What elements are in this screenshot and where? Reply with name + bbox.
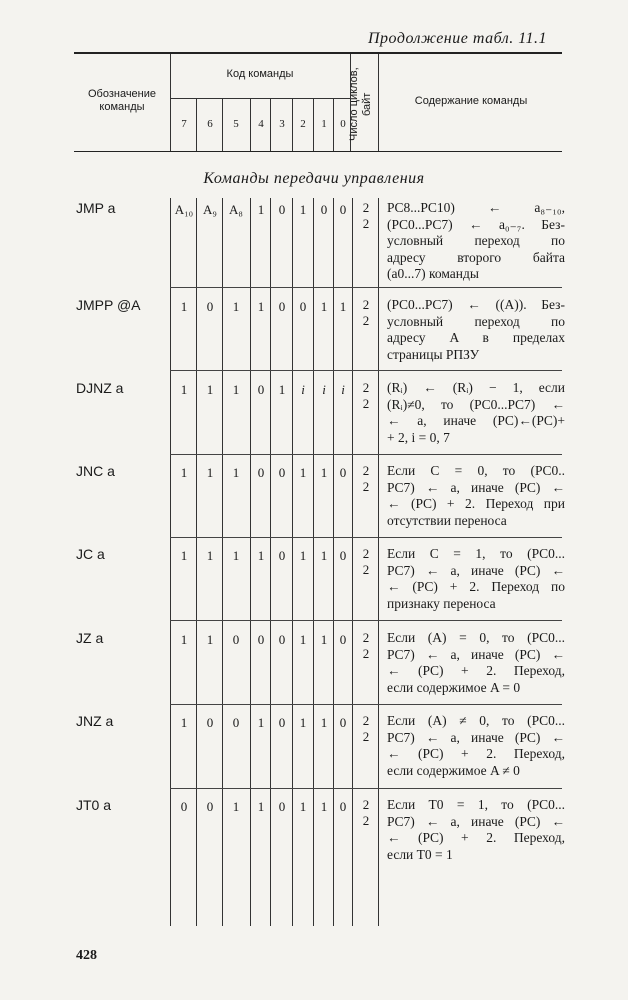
description-line: Если (A) = 0, то (PC0... xyxy=(387,630,565,645)
header-bit: 7 xyxy=(181,118,187,130)
opcode-bit: 1 xyxy=(257,799,265,814)
description-line: (Rᵢ) ← (Rᵢ) − 1, если xyxy=(387,380,565,395)
opcode-bit: 1 xyxy=(299,548,307,563)
opcode-bit: A₉ xyxy=(203,202,217,217)
opcode-bit: 1 xyxy=(320,548,328,563)
section-title: Команды передачи управления xyxy=(203,170,425,187)
opcode-bit: i xyxy=(322,382,326,397)
bytes-value: 2 xyxy=(362,646,370,661)
opcode-bit: 1 xyxy=(232,548,240,563)
bytes-value: 2 xyxy=(362,562,370,577)
opcode-bit: 1 xyxy=(206,382,214,397)
description-line: PC7) ← a, иначе (PC) ← xyxy=(387,646,565,662)
header-bit: 0 xyxy=(340,118,346,130)
command-description xyxy=(387,463,565,529)
opcode-bit: 1 xyxy=(320,299,328,314)
header-divider xyxy=(378,54,379,151)
header-bit: 4 xyxy=(258,118,264,130)
opcode-bit: i xyxy=(301,382,305,397)
command-description xyxy=(387,200,565,283)
cycles-value: 2 xyxy=(362,380,370,395)
opcode-bit: 0 xyxy=(257,632,265,647)
description-line: Если (A) ≠ 0, то (PC0... xyxy=(387,713,565,728)
opcode-bit: 1 xyxy=(299,465,307,480)
description-line: признаку переноса xyxy=(387,595,496,611)
opcode-bit: 0 xyxy=(320,202,328,217)
opcode-bit: 0 xyxy=(339,465,347,480)
opcode-bit: 1 xyxy=(232,299,240,314)
header-cycles: Число циклов, байт xyxy=(348,67,373,141)
description-line: PC7) ← a, иначе (PC) ← xyxy=(387,729,565,745)
opcode-bit: 0 xyxy=(339,632,347,647)
opcode-bit: 0 xyxy=(299,299,307,314)
description-line: PC7) ← a, иначе (PC) ← xyxy=(387,479,565,495)
cycles-bytes xyxy=(356,713,376,745)
opcode-bit: 1 xyxy=(320,799,328,814)
grid-line xyxy=(170,198,171,926)
description-line: PC8...PC10) ← a₈₋₁₀, xyxy=(387,200,565,215)
description-line: PC7) ← a, иначе (PC) ← xyxy=(387,562,565,578)
description-line: PC7) ← a, иначе (PC) ← xyxy=(387,813,565,829)
opcode-bit: 1 xyxy=(320,715,328,730)
row-separator xyxy=(170,537,562,538)
command-mnemonic: JC a xyxy=(76,546,105,562)
opcode-bit: 0 xyxy=(278,799,286,814)
bytes-value: 2 xyxy=(362,396,370,411)
opcode-bit: 0 xyxy=(206,799,214,814)
bytes-value: 2 xyxy=(362,813,370,828)
opcode-bit: i xyxy=(341,382,345,397)
opcode-bit: 1 xyxy=(232,799,240,814)
row-separator xyxy=(170,370,562,371)
command-mnemonic: JT0 a xyxy=(76,797,112,813)
opcode-bit: 1 xyxy=(257,548,265,563)
opcode-bit: 1 xyxy=(339,299,347,314)
header-content: Содержание команды xyxy=(414,95,528,107)
bytes-value: 2 xyxy=(362,479,370,494)
cycles-bytes xyxy=(356,797,376,829)
description-line: Если C = 1, то (PC0... xyxy=(387,546,565,561)
command-description xyxy=(387,797,565,863)
description-line: ← (PC) + 2. Переход при xyxy=(387,496,565,511)
opcode-bit: 0 xyxy=(339,202,347,217)
header-bit: 1 xyxy=(321,118,327,130)
cycles-bytes xyxy=(356,546,376,578)
description-line: если T0 = 1 xyxy=(387,846,453,862)
opcode-bit: 1 xyxy=(299,715,307,730)
opcode-bit: 1 xyxy=(206,465,214,480)
bytes-value: 2 xyxy=(362,729,370,744)
opcode-bit: 0 xyxy=(278,202,286,217)
description-line: (PC0...PC7) ← ((A)). Без- xyxy=(387,297,565,312)
header-opcode: Код команды xyxy=(226,68,294,80)
description-line: Если T0 = 1, то (PC0... xyxy=(387,797,565,812)
opcode-bit: 1 xyxy=(180,382,188,397)
description-line: отсутствии переноса xyxy=(387,512,507,528)
cycles-bytes xyxy=(356,380,376,412)
header-divider xyxy=(170,98,350,99)
opcode-bit: 1 xyxy=(320,465,328,480)
description-line: условный переход по xyxy=(387,313,565,329)
opcode-bit: 1 xyxy=(180,465,188,480)
opcode-bit: 1 xyxy=(206,548,214,563)
cycles-value: 2 xyxy=(362,546,370,561)
command-mnemonic: JMPP @A xyxy=(76,297,141,313)
header-top-rule xyxy=(74,52,562,54)
cycles-bytes xyxy=(356,200,376,232)
opcode-bit: 1 xyxy=(180,548,188,563)
opcode-bit: A₁₀ xyxy=(174,202,194,217)
cycles-value: 2 xyxy=(362,200,370,215)
opcode-bit: 0 xyxy=(278,715,286,730)
description-line: (Rᵢ)≠0, то (PC0...PC7) ← xyxy=(387,396,565,412)
opcode-bit: 0 xyxy=(278,632,286,647)
description-line: страницы РПЗУ xyxy=(387,346,480,362)
description-line: адресу второго байта xyxy=(387,249,565,265)
header-bit: 6 xyxy=(207,118,213,130)
opcode-bit: 0 xyxy=(278,465,286,480)
header-bit: 5 xyxy=(233,118,239,130)
opcode-bit: 1 xyxy=(257,202,265,217)
opcode-bit: 0 xyxy=(257,465,265,480)
description-line: + 2, i = 0, 7 xyxy=(387,429,450,445)
description-line: если содержимое A ≠ 0 xyxy=(387,762,520,778)
command-description xyxy=(387,713,565,779)
grid-line xyxy=(222,198,223,926)
opcode-bit: 1 xyxy=(206,632,214,647)
opcode-bit: 1 xyxy=(232,465,240,480)
header-divider xyxy=(222,98,223,151)
description-line: (a0...7) команды xyxy=(387,266,479,281)
command-mnemonic: JNC a xyxy=(76,463,115,479)
command-description xyxy=(387,380,565,446)
grid-line xyxy=(378,198,379,926)
bytes-value: 2 xyxy=(362,313,370,328)
page-number: 428 xyxy=(76,948,97,963)
opcode-bit: 0 xyxy=(278,299,286,314)
grid-line xyxy=(196,198,197,926)
header-bit: 2 xyxy=(300,118,306,130)
opcode-bit: 0 xyxy=(257,382,265,397)
command-description xyxy=(387,297,565,363)
header-divider xyxy=(196,98,197,151)
opcode-bit: 1 xyxy=(180,632,188,647)
description-line: ← (PC) + 2. Переход, xyxy=(387,830,565,845)
command-mnemonic: JNZ a xyxy=(76,713,114,729)
command-mnemonic: DJNZ a xyxy=(76,380,124,396)
opcode-bit: 0 xyxy=(278,548,286,563)
opcode-bit: 0 xyxy=(232,715,240,730)
description-line: условный переход по xyxy=(387,233,565,248)
cycles-value: 2 xyxy=(362,797,370,812)
row-separator xyxy=(170,788,562,789)
opcode-bit: 1 xyxy=(299,799,307,814)
opcode-bit: 1 xyxy=(257,299,265,314)
description-line: ← (PC) + 2. Переход, xyxy=(387,746,565,761)
opcode-bit: 1 xyxy=(180,715,188,730)
opcode-bit: 1 xyxy=(257,715,265,730)
bytes-value: 2 xyxy=(362,216,370,231)
command-description xyxy=(387,546,565,612)
opcode-bit: 1 xyxy=(299,202,307,217)
cycles-value: 2 xyxy=(362,463,370,478)
description-line: если содержимое A = 0 xyxy=(387,679,521,695)
opcode-bit: 0 xyxy=(232,632,240,647)
cycles-value: 2 xyxy=(362,297,370,312)
opcode-bit: 1 xyxy=(180,299,188,314)
opcode-bit: 0 xyxy=(206,299,214,314)
description-line: (PC0...PC7) ← a₀₋₇. Без- xyxy=(387,216,565,232)
opcode-bit: A₈ xyxy=(229,202,243,217)
cycles-value: 2 xyxy=(362,713,370,728)
description-line: адресу A в пределах xyxy=(387,330,565,345)
description-line: ← a, иначе (PC)←(PC)+ xyxy=(387,413,565,428)
opcode-bit: 1 xyxy=(320,632,328,647)
opcode-bit: 0 xyxy=(339,548,347,563)
command-mnemonic: JZ a xyxy=(76,630,104,646)
row-separator xyxy=(170,287,562,288)
opcode-bit: 1 xyxy=(299,632,307,647)
header-designation: Обозначение команды xyxy=(87,88,157,113)
continuation-caption: Продолжение табл. 11.1 xyxy=(368,30,548,47)
row-separator xyxy=(170,620,562,621)
description-line: ← (PC) + 2. Переход по xyxy=(387,579,565,594)
cycles-bytes xyxy=(356,297,376,329)
command-description xyxy=(387,630,565,696)
row-separator xyxy=(170,704,562,705)
description-line: ← (PC) + 2. Переход, xyxy=(387,663,565,678)
cycles-bytes xyxy=(356,463,376,495)
opcode-bit: 1 xyxy=(232,382,240,397)
opcode-bit: 1 xyxy=(278,382,286,397)
opcode-bit: 0 xyxy=(339,799,347,814)
description-line: Если C = 0, то (PC0.. xyxy=(387,463,565,478)
opcode-bit: 0 xyxy=(180,799,188,814)
cycles-value: 2 xyxy=(362,630,370,645)
cycles-bytes xyxy=(356,630,376,662)
command-mnemonic: JMP a xyxy=(76,200,116,216)
opcode-bit: 0 xyxy=(339,715,347,730)
header-bit: 3 xyxy=(279,118,285,130)
header-bottom-rule xyxy=(74,151,562,152)
opcode-bit: 0 xyxy=(206,715,214,730)
row-separator xyxy=(170,454,562,455)
